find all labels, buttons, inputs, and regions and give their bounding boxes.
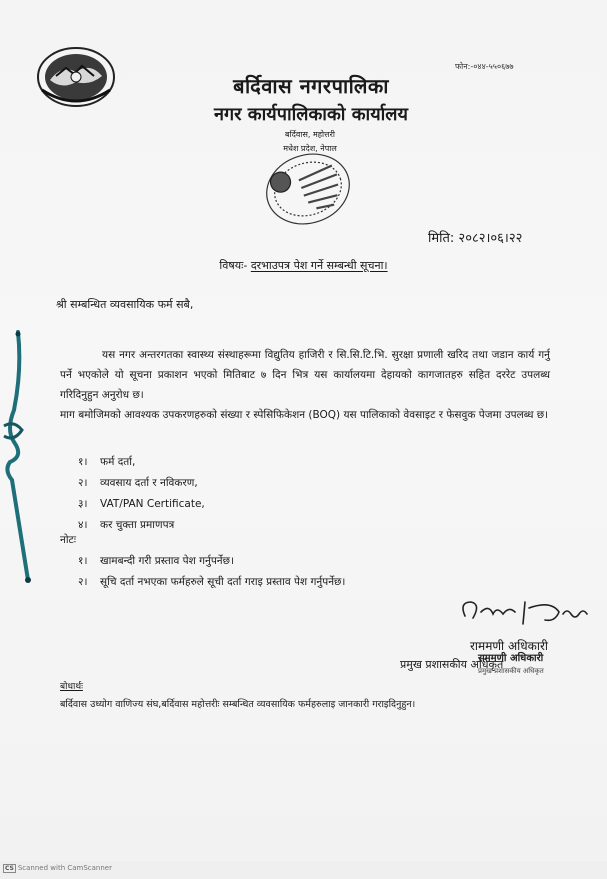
camscanner-logo: CS xyxy=(5,865,14,872)
list-item: १। खामबन्दी गरी प्रस्ताव पेश गर्नुपर्नेछ। xyxy=(78,555,234,567)
list-item: ४। कर चुक्ता प्रमाणपत्र xyxy=(78,519,175,531)
binding-thread xyxy=(0,330,40,590)
signatory-stamp: राममणी अधिकारी प्रमुख प्रशासकीय अधिकृत xyxy=(478,653,544,675)
subject-label: विषयः- xyxy=(219,259,248,272)
address-line-1: बर्दिवास, महोत्तरी xyxy=(285,130,335,139)
cc-text: बर्दिवास उध्योग वाणिज्य संघ,बर्दिवास महोत्तरीः सम्बन्धित व्यवसायिक फर्महरुलाइ जानकारी गराइदिनुहुन। xyxy=(60,699,416,710)
address-line-2: मधेश प्रदेश, नेपाल xyxy=(283,144,337,153)
requirements-list xyxy=(78,452,205,536)
list-item: २। व्यवसाय दर्ता र नविकरण, xyxy=(78,477,198,489)
office-name: नगर कार्यपालिकाको कार्यालय xyxy=(214,104,408,125)
list-item: २। सूचि दर्ता नभएका फर्महरुले सूची दर्ता गराइ प्रस्ताव पेश गर्नुपर्नेछ। xyxy=(78,576,346,588)
letter-date: मिति: २०८२।०६।२२ xyxy=(428,231,523,246)
office-stamp-seal xyxy=(262,148,354,230)
scanner-watermark-text: Scanned with CamScanner xyxy=(17,864,112,872)
scanner-footer xyxy=(0,861,607,879)
list-item: १। फर्म दर्ता, xyxy=(78,456,136,468)
municipality-name: बर्दिवास नगरपालिका xyxy=(233,74,389,98)
signatory-name: राममणी अधिकारी xyxy=(470,639,548,653)
cc-label: बोधार्थः xyxy=(60,682,83,692)
subject-line xyxy=(0,258,607,273)
signatory-title: प्रमुख प्रशासकीय अधिकृत xyxy=(400,658,504,671)
phone-number: फोन:-०४४-५५०६७७ xyxy=(455,62,514,71)
body-paragraph-1: यस नगर अन्तरगतका स्वास्थ्य संस्थाहरूमा विद्युतिय हाजिरी र सि.सि.टि.भि. सुरक्षा प्रणाली खरिद तथा जडान कार्य गर्नु पर्ने भएकोले यो सूचना प्रकाशन भएको मितिबाट ७ दिन भित्र यस कार्यालयमा देहायको कागजातहरु सहित दररेट उपलब्ध गरिदिनुहुन अनुरोध छ। xyxy=(60,349,550,401)
notice-body xyxy=(60,345,550,425)
salutation: श्री सम्बन्धित व्यवसायिक फर्म सबै, xyxy=(56,298,194,311)
note-label: नोटः xyxy=(60,534,76,546)
nepal-emblem-icon xyxy=(36,46,116,108)
list-item: ३। VAT/PAN Certificate, xyxy=(78,498,205,510)
note-list xyxy=(78,551,345,593)
subject-text: दरभाउपत्र पेश गर्ने सम्बन्धी सूचना। xyxy=(250,259,388,272)
handwritten-signature xyxy=(455,594,595,634)
body-paragraph-2: माग बमोजिमको आवश्यक उपकरणहरुको संख्या र स्पेसिफिकेशन (BOQ) यस पालिकाको वेवसाइट र फेसवुक पेजमा उपलब्ध छ। xyxy=(60,409,549,421)
